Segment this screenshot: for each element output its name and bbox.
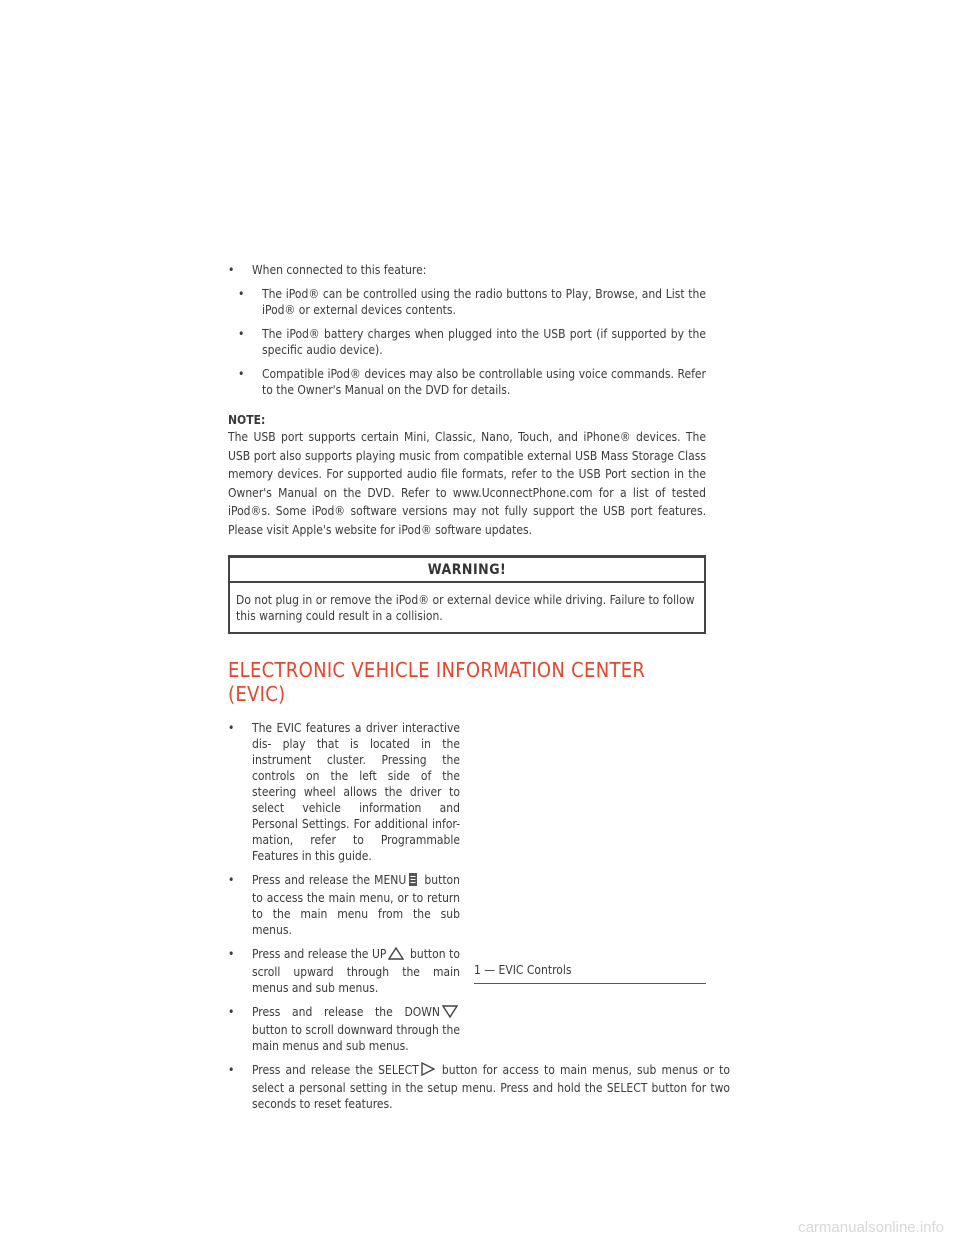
evic-section <box>228 720 706 1054</box>
note-text: The USB port supports certain Mini, Classic, Nano, Touch, and iPhone® devices. The USB port also supports playing music from compatible external USB Mass Storage Class memory devices. For supported audio file formats, refer to the USB Port section in the Owner's Manual on the DVD. Refer to www.UconnectPhone.com for a list of tested iPod®s. Some iPod® software versions may not fully support the USB port features. Please visit Apple's website for iPod® software updates. <box>228 430 706 537</box>
evic-bullet-down: • Press and release the DOWN button to scroll downward through the main menus and sub menus. <box>228 1005 460 1053</box>
down-arrow-icon <box>442 1005 458 1022</box>
warning-text: Do not plug in or remove the iPod® or external device while driving. Failure to follow this warning could result in a collision. <box>236 593 695 623</box>
page-content <box>228 262 730 1120</box>
watermark: carmanualsonline.info <box>798 1219 944 1236</box>
right-arrow-icon <box>421 1062 435 1080</box>
note-label: NOTE: <box>228 413 266 427</box>
sub-bullet-1: • The iPod® can be controlled using the radio buttons to Play, Browse, and List the iPod® or external devices contents. <box>238 287 706 317</box>
figure-caption: 1 — EVIC Controls <box>474 963 706 984</box>
section-title: ELECTRONIC VEHICLE INFORMATION CENTER (EVIC) <box>228 658 646 706</box>
sub-bullet-2: • The iPod® battery charges when plugged into the USB port (if supported by the specific audio device). <box>238 327 706 357</box>
evic-figure <box>474 720 706 990</box>
warning-box <box>228 555 706 634</box>
evic-bullet-up: • Press and release the UP button to scroll upward through the main menus and sub menus. <box>228 947 461 995</box>
up-arrow-icon <box>388 947 404 964</box>
evic-bullet-menu: • Press and release the MENU button to access the main menu, or to return to the main menu from the sub menus. <box>228 873 460 937</box>
evic-bullets <box>228 720 460 1054</box>
evic-bullet-select: • Press and release the SELECT button for access to main menus, sub menus or to select a personal setting in the setup menu. Press and hold the SELECT button for two seconds to reset features. <box>228 1063 730 1111</box>
sub-bullet-3: • Compatible iPod® devices may also be controllable using voice commands. Refer to the Owner's Manual on the DVD for details. <box>238 367 706 397</box>
evic-bullet-1: • The EVIC features a driver interactive dis- play that is located in the instrument cluster. Pressing the controls on the left side of the steering wheel allows the driver to select vehicle information and Personal Settings. For additional infor- mation, refer to Programmable Features in this guide. <box>228 721 460 863</box>
warning-title: WARNING! <box>230 558 704 583</box>
menu-icon <box>408 873 418 890</box>
bullet-intro: • When connected to this feature: <box>228 263 427 277</box>
